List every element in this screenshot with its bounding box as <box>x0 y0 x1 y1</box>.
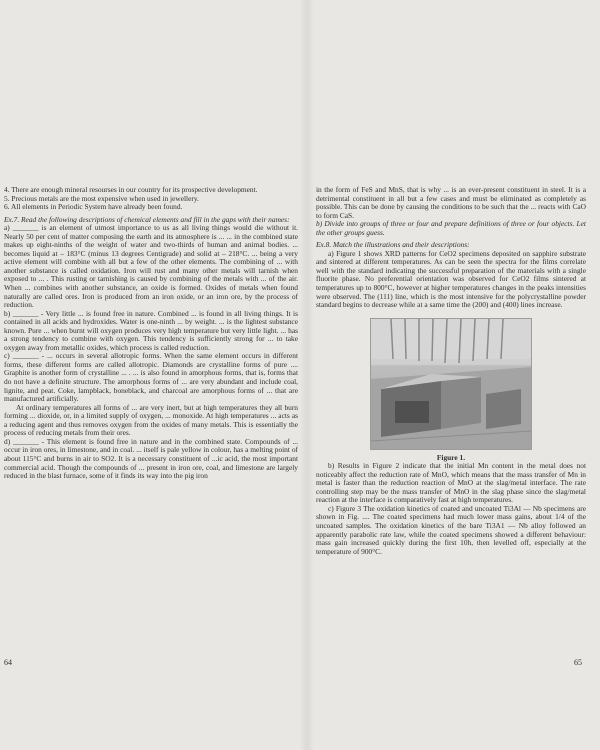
page-number-right: 65 <box>574 658 582 667</box>
list-item: 5. Precious metals are the most expensive when used in jewellery. <box>4 193 199 203</box>
paragraph-c: c) _______ - ... occurs in several allotropic forms. When the same element occurs in different forms, these different forms are called allotropic. Diamonds are crystalline forms of pure .... Graphite is another form of crystalline ... . ... is also found in amorphous forms, that is, forms that do not have a definite structure. The amorphous forms of ... are very abundant and include coal, lignite, and peat. Coke, lampblack, boneblack, and charcoal are amorphous forms of ... that are manufactured artificially. <box>4 351 298 404</box>
paragraph-d: d) _______ - This element is found free in nature and in the combined state. Compounds of ... occur in iron ores, in limestone, and in coal. ... itself is pale yellow in colour, has a melting point of about 115°C and burns in air to SO2. It is a necessary constituent of ...ic acid, the most important commercial acid. Though the compounds of ... present in iron ore, coal, and limestone are largely reduced in the blast furnace, some of it finds its way into the pig iron <box>4 436 298 481</box>
figure-1-image <box>370 318 532 450</box>
list-item: 4. There are enough mineral resourses in our country for its prospective development. <box>4 185 258 194</box>
description-c: c) Figure 3 The oxidation kinetics of coated and uncoated Ti3Al — Nb specimens are shown in Fig. .... The coated specimens had much lower mass gains, about 1/4 of the uncoated samples. The oxidation kinetics of the bare Ti3A1 — Nb alloy followed an apparently parabolic rate law, while the coated specimens showed a different behaviour: mass gain increased quickly during the first 10h, then levelled off, especially at the temperature of 900°C. <box>316 503 586 556</box>
book-gutter <box>300 0 314 750</box>
continued-paragraph: in the form of FeS and MnS, that is why ... is an ever-present constituent in steel. It is a detrimental constituent in all but a few cases and must be eliminated as completely as possible. This can be done by causing the conditions to be such that the ... reacts with CaO to form CaS. <box>316 185 586 220</box>
right-page <box>316 186 586 556</box>
task-b: b) Divide into groups of three or four and prepare definitions of three or four objects. Let the other groups guess. <box>316 219 586 237</box>
paragraph-b: b) _______ - Very little ... is found free in nature. Combined ... is found in all living things. It is contained in all acids and hydroxides. Water is one-ninth ... by weight. ... is the lightest substance known. Pure ... when burnt will oxygen produces very high temperature but very little light. ... has a strong tendency to combine with oxygen. This tendency is sufficiently strong for ... to take oxygen away from metallic oxides, which process is called reduction. <box>4 308 298 352</box>
list-item: 6. All elements in Periodic System have already been found. <box>4 202 183 212</box>
paragraph-c-continued: At ordinary temperatures all forms of ... are very inert, but at high temperatures they all burn forming ... dioxide, or, in a limited supply of oxygen, ... monoxide. At high temperatures ... acts as a reducing agent and thus removes oxygen from the oxides of many metals. This is essentially the process of reducing metals from their ores. <box>4 402 298 438</box>
description-a: a) Figure 1 shows XRD patterns for CeO2 specimens deposited on sapphire substrate and sintered at different temperatures. As can be seen the spectra for the films correlate well with the standard indicating the successful preparation of the materials with a single fluorite phase. No preferential orientation was observed for CeO2 films sintered at temperatures up to 800°C, however at higher temperatures changes in the peaks intensities were observed. The (111) line, which is the most intensive for the polycrystalline powder standard begins to decrease while at a same time the (200) and (400) lines increase. <box>316 248 586 310</box>
page-number-left: 64 <box>4 658 12 667</box>
paragraph-a: a) _______ is an element of utmost importance to us as all living things would die without it. Nearly 50 per cent of matter composing the earth and its atmosphere is ... ... in the combined state makes up eight-ninths of the weight of water and two-thirds of human and animal bodies. ... becomes liquid at – 183°C (minus 13 degrees Centigrade) and solid at – 218°C. ... being a very active element will combine with all but a few of the other elements. The combining of ... with another substance is called oxidation. Iron will rust and many other metals will tarnish when exposed to ... . This rusting or tarnishing is caused by combining of the metals with ... of the air. When ... combines with another substance, an oxide is formed. Oxides of metals when found naturally are called ores. Iron is produced from an iron oxide, or an iron ore, by the process of reduction. <box>4 223 298 310</box>
exercise-7-heading: Ex.7. Read the following descriptions of chemical elements and fill in the gaps with their names: <box>4 214 290 224</box>
exercise-8-heading: Ex.8. Match the illustrations and their descriptions: <box>316 240 470 250</box>
figure-1-caption: Figure 1. <box>436 452 466 462</box>
description-b: b) Results in Figure 2 indicate that the initial Mn content in the metal does not noticeably affect the reduction rate of MnO, which means that the mass transfer of Mn in metal is faster than the reduction reaction of MnO at the slag/metal interface. The rate controlling step may be the mass transfer of MnO in the slag phase since the slag/metal reaction at the interface is comparatively fast at high temperatures. <box>316 461 586 505</box>
furnace-illustration <box>371 319 531 449</box>
left-page <box>4 186 298 481</box>
